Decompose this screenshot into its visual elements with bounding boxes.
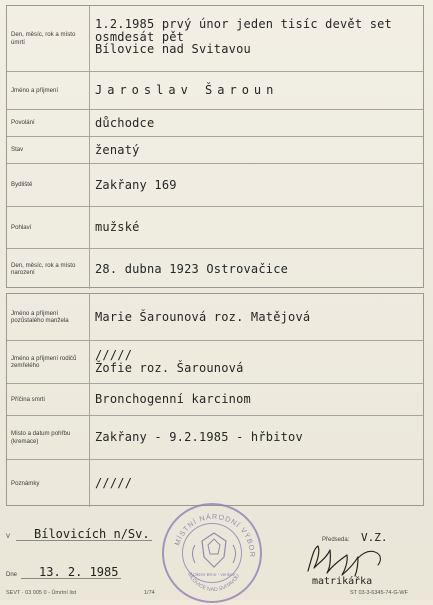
birth-date-place-value: 28. dubna 1923 Ostrovačice [95,261,289,276]
residence-value: Zakřany 169 [95,177,177,192]
record-table-bottom [6,293,424,506]
form-code-left: SEVT · 03 005 0 - Úmrtní list [6,590,77,596]
date-value: 13. 2. 1985 [39,565,119,579]
stamp-outer-text: MÍSTNÍ NÁRODNÍ VÝBOR [172,511,258,558]
death-date-place-label: Den, měsíc, rok a místo úmrtí [7,6,90,71]
parents-label: Jméno a příjmení rodičů zemřelého [7,341,90,383]
stamp-bottom-text: BÍLOVICE NAD SVITAVOU [186,571,242,594]
cause-label: Příčina smrti [7,384,90,415]
burial-value: Zakřany - 9.2.1985 - hřbitov [95,430,303,445]
occupation-value: důchodce [95,115,155,130]
row-residence [7,164,423,207]
location-prefix: V [6,534,11,540]
occupation-label: Povolání [7,110,90,136]
full-name-value: Jaroslav Šaroun [95,83,279,98]
marital-status-label: Stav [7,137,90,163]
sex-label: Pohlaví [7,207,90,248]
parents-value: ///// Žofie roz. Šarounová [95,348,244,375]
marital-status-value: ženatý [95,142,140,157]
full-name-label: Jméno a příjmení [7,72,90,109]
spouse-label: Jméno a příjmení pozůstalého manžela [7,294,90,340]
row-full-name [7,72,423,110]
row-sex [7,207,423,249]
residence-label: Bydliště [7,164,90,206]
birth-date-place-label: Den, měsíc, rok a místo narození [7,249,90,289]
death-date-place-value: 1.2.1985 prvý únor jeden tisíc devět set osmdesát pět Bílovice nad Svitavou [95,17,392,57]
registrar-value: matrikářka [312,576,373,587]
row-parents [7,341,423,384]
notes-value: ///// [95,476,133,491]
row-cause [7,384,423,416]
official-stamp [162,503,262,603]
row-marital-status [7,137,423,164]
chair-label: Předseda: [322,537,350,543]
row-occupation [7,110,423,137]
record-table-top [6,5,424,288]
notes-label: Poznámky [7,460,90,507]
row-death-date-place [7,6,423,72]
form-code-right: ST 03-3-6345-74-G-WF [350,590,408,596]
row-notes [7,460,423,507]
date-prefix: Dne [6,572,18,578]
cause-value: Bronchogenní karcinom [95,392,251,407]
chair-value: V.Z. [361,531,388,544]
svg-text:MÍSTNÍ NÁRODNÍ VÝBOR [172,512,257,558]
stamp-seal-graphic [164,505,264,605]
row-spouse [7,294,423,341]
form-code-mid: 1/74 [144,590,155,596]
burial-label: Místo a datum pohřbu (kremace) [7,416,90,459]
row-burial [7,416,423,460]
stamp-inner-text: Okres Brno - venkov [193,572,235,577]
location-value: Bílovicích n/Sv. [34,527,150,541]
spouse-value: Marie Šarounová roz. Matějová [95,309,311,324]
sex-value: mužské [95,220,140,235]
row-birth-date-place [7,249,423,289]
